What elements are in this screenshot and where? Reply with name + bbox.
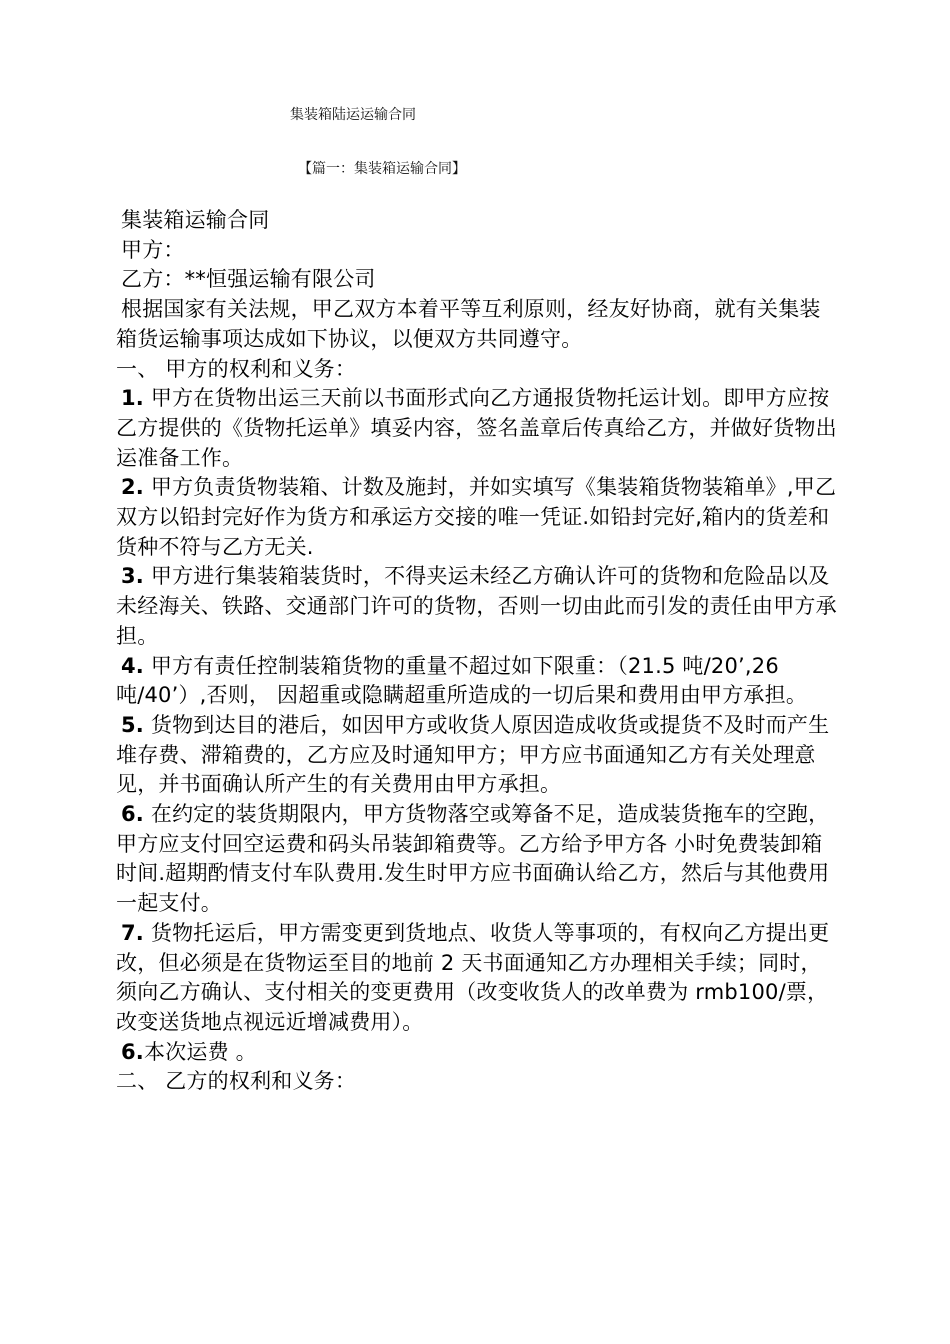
clause-text: 货物到达目的港后，如因甲方或收货人原因造成收货或提货不及时而产生堆存费、滞箱费的，乙方应及时通知甲方；甲方应书面通知乙方有关处理意见，并书面确认所产生的有关费用由甲方承担。 [116, 712, 830, 797]
section-2-heading: 二、 乙方的权利和义务： [116, 1069, 357, 1094]
clause-number: 1. [121, 386, 144, 411]
clause-text: 甲方有责任控制装箱货物的重量不超过如下限重：（21.5 吨/20’,26 吨/40’）,否则， 因超重或隐瞒超重所造成的一切后果和费用由甲方承担。 [116, 653, 808, 708]
clause-text: 甲方负责货物装箱、计数及施封，并如实填写《集装箱货物装箱单》,甲乙双方以铅封完好作为货方和承运方交接的唯一凭证.如铅封完好,箱内的货差和货种不符与乙方无关. [116, 475, 837, 559]
clause-item [116, 562, 838, 651]
clause-number: 5. [121, 712, 144, 737]
clause-item [116, 384, 838, 473]
contract-title: 集装箱运输合同 [121, 208, 270, 232]
section-1-heading: 一、 甲方的权利和义务： [116, 356, 357, 381]
clause-text: 本次运费 。 [144, 1039, 257, 1064]
clause-text: 在约定的装货期限内，甲方货物落空或筹备不足，造成装货拖车的空跑，甲方应支付回空运费和码头吊装卸箱费等。乙方给予甲方各 小时免费装卸箱时间.超期酌情支付车队费用.发生时甲方应书面确认给乙方，然后与其他费用一起支付。 [116, 802, 830, 916]
clause-number: 3. [121, 564, 144, 589]
clause-number: 6. [121, 802, 144, 827]
clause-item [116, 919, 838, 1038]
clause-item [116, 1038, 838, 1068]
party-a-line: 甲方： [121, 237, 185, 262]
clause-text: 甲方在货物出运三天前以书面形式向乙方通报货物托运计划。即甲方应按乙方提供的《货物托运单》填妥内容，签名盖章后传真给乙方，并做好货物出运准备工作。 [116, 386, 837, 470]
preamble-paragraph: 根据国家有关法规，甲乙双方本着平等互利原则，经友好协商，就有关集装箱货运输事项达成如下协议，以便双方共同遵守。 [116, 297, 821, 351]
clause-number: 6. [121, 1039, 144, 1064]
clause-item [116, 652, 838, 711]
clause-text: 货物托运后，甲方需变更到货地点、收货人等事项的，有权向乙方提出更改，但必须是在货物运至目的地前 2 天书面通知乙方办理相关手续；同时，须向乙方确认、支付相关的变更费用（改变收货人的改单费为 rmb100/票，改变送货地点视远近增减费用）。 [116, 920, 830, 1034]
party-b-line: 乙方：**恒强运输有限公司 [121, 267, 376, 292]
chapter-label: 【篇一：集装箱运输合同】 [298, 161, 466, 177]
document-title: 集装箱陆运运输合同 [290, 107, 416, 123]
clause-number: 4. [121, 653, 144, 678]
clause-item [116, 800, 838, 919]
clause-item [116, 473, 838, 562]
clause-text: 甲方进行集装箱装货时，不得夹运未经乙方确认许可的货物和危险品以及未经海关、铁路、交通部门许可的货物，否则一切由此而引发的责任由甲方承担。 [116, 564, 837, 648]
clause-number: 2. [121, 475, 144, 500]
contract-body [116, 206, 838, 1097]
clause-item [116, 711, 838, 800]
clause-number: 7. [121, 920, 144, 945]
